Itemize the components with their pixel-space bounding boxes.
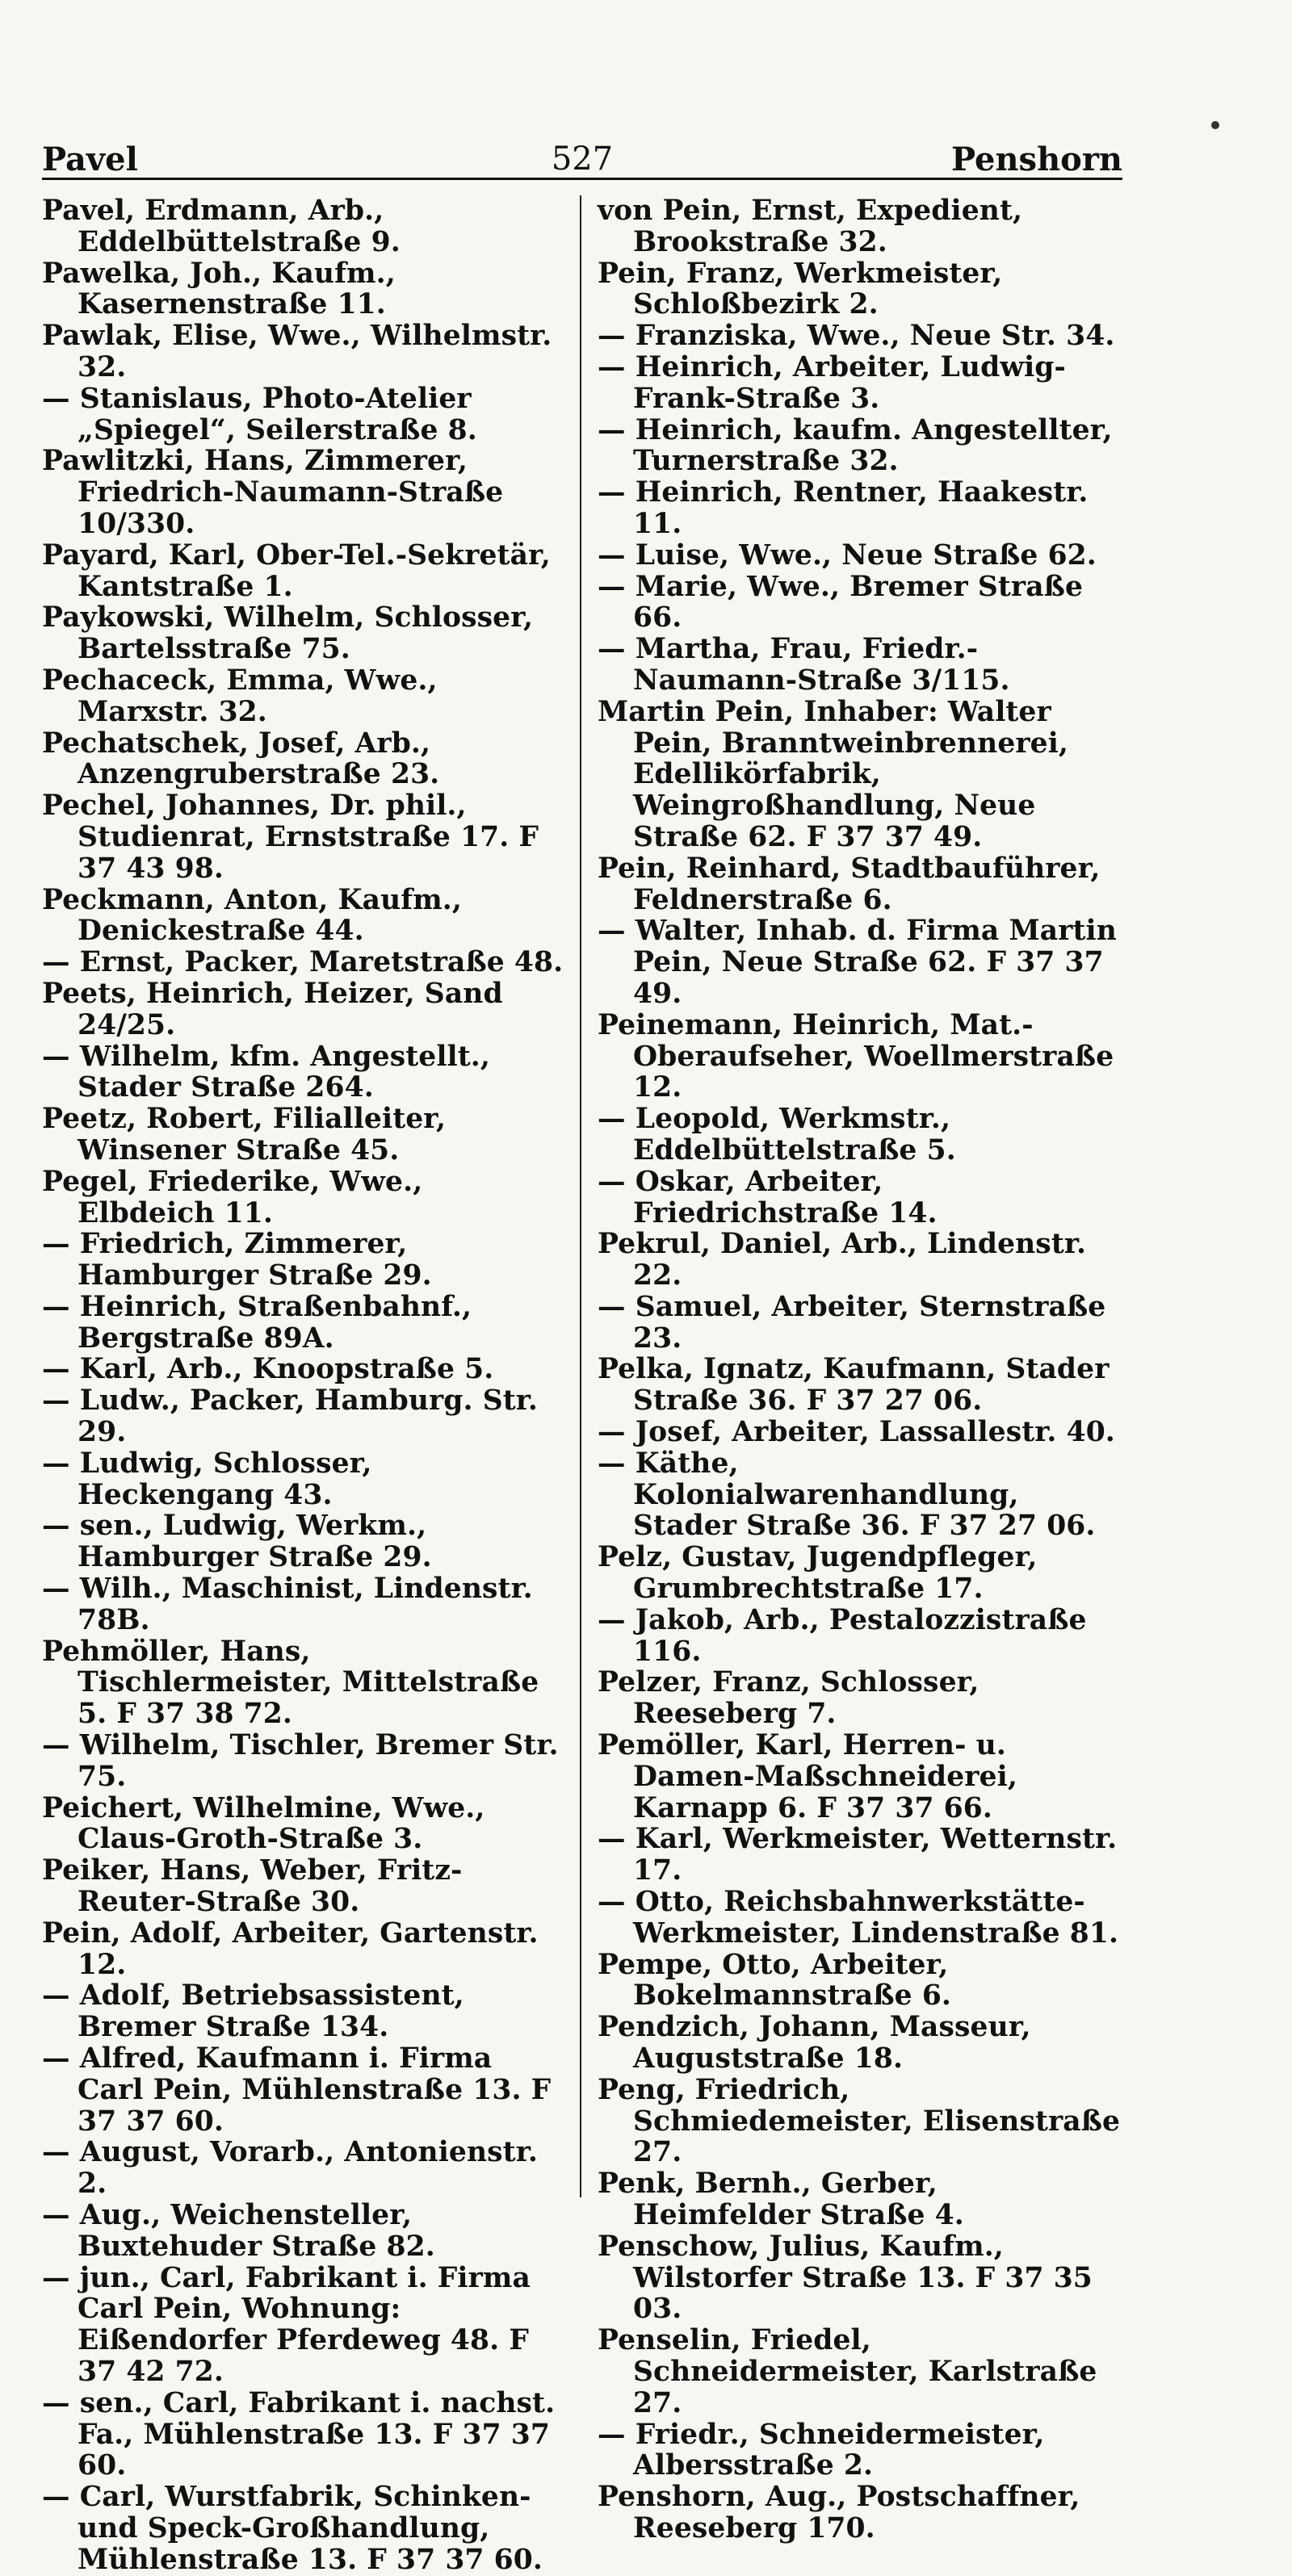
directory-entry: — Martha, Frau, Friedr.-Naumann-Straße 3/115. [598, 633, 1010, 697]
directory-entry: Pekrul, Daniel, Arb., Lindenstr. 22. [598, 1228, 1087, 1292]
directory-entry: — Aug., Weichensteller, Buxtehuder Straße 82. [42, 2199, 435, 2263]
directory-entry: Peichert, Wilhelmine, Wwe., Claus-Groth-Straße 3. [42, 1791, 485, 1856]
directory-entry: von Pein, Ernst, Expedient, Brookstraße 32. [598, 195, 1023, 258]
directory-entry: — jun., Carl, Fabrikant i. Firma Carl Pein, Wohnung: Eißendorfer Pferdeweg 48. F 37 42 72. [42, 2261, 531, 2388]
directory-entry: — Wilhelm, Tischler, Bremer Str. 75. [42, 1729, 559, 1793]
directory-entry: Pelz, Gustav, Jugendpfleger, Grumbrechtstraße 17. [598, 1541, 1038, 1606]
directory-entry: Peinemann, Heinrich, Mat.-Oberaufseher, Woellmerstraße 12. [598, 1008, 1114, 1104]
directory-entry: Penshorn, Aug., Postschaffner, Reeseberg 170. [598, 2481, 1080, 2545]
directory-entry: — Heinrich, Rentner, Haakestr. 11. [598, 476, 1089, 540]
directory-entry: — Heinrich, Straßenbahnf., Bergstraße 89A. [42, 1290, 472, 1355]
directory-entry: Pein, Reinhard, Stadtbauführer, Feldnerstraße 6. [598, 852, 1101, 916]
directory-entry: — Walter, Inhab. d. Firma Martin Pein, Neue Straße 62. F 37 37 49. [598, 915, 1117, 1010]
directory-entry: Peng, Friedrich, Schmiedemeister, Elisenstraße 27. [598, 2073, 1121, 2169]
directory-entry: — Käthe, Kolonialwarenhandlung, Stader Straße 36. F 37 27 06. [598, 1447, 1096, 1543]
directory-entry: — Alfred, Kaufmann i. Firma Carl Pein, Mühlenstraße 13. F 37 37 60. [42, 2042, 552, 2138]
directory-entry: Peckmann, Anton, Kaufm., Denickestraße 44. [42, 883, 463, 948]
directory-entry: — Ernst, Packer, Maretstraße 48. [42, 946, 564, 979]
page-header [42, 136, 1122, 180]
directory-entry: Pawlitzki, Hans, Zimmerer, Friedrich-Naumann-Straße 10/330. [42, 445, 504, 540]
directory-entry: — Jakob, Arb., Pestalozzistraße 116. [598, 1603, 1087, 1668]
directory-entry: Pemöller, Karl, Herren- u. Damen-Maßschneiderei, Karnapp 6. F 37 37 66. [598, 1729, 1017, 1824]
directory-entry: Pawlak, Elise, Wwe., Wilhelmstr. 32. [42, 320, 552, 383]
directory-entry: — sen., Ludwig, Werkm., Hamburger Straße 29. [42, 1510, 432, 1574]
directory-entry: Pein, Adolf, Arbeiter, Gartenstr. 12. [42, 1916, 539, 1981]
header-last-name: Penshorn [951, 140, 1122, 178]
directory-entry: — Josef, Arbeiter, Lassallestr. 40. [598, 1416, 1115, 1449]
directory-entry: — Karl, Werkmeister, Wetternstr. 17. [598, 1823, 1118, 1887]
directory-entry: — Ludw., Packer, Hamburg. Str. 29. [42, 1384, 539, 1449]
directory-entry: — Ludwig, Schlosser, Heckengang 43. [42, 1447, 372, 1511]
directory-entry: — Marie, Wwe., Bremer Straße 66. [598, 570, 1084, 635]
directory-entry: — Franziska, Wwe., Neue Str. 34. [598, 320, 1115, 353]
directory-entry: — Friedr., Schneidermeister, Albersstraße 2. [598, 2418, 1045, 2482]
directory-entry: Paykowski, Wilhelm, Schlosser, Bartelsstraße 75. [42, 601, 534, 666]
directory-entry: Peiker, Hans, Weber, Fritz-Reuter-Straße 30. [42, 1854, 463, 1919]
directory-entry: Pechel, Johannes, Dr. phil., Studienrat, Ernststraße 17. F 37 43 98. [42, 790, 539, 885]
ink-dot [1211, 121, 1219, 129]
right-column [598, 195, 1122, 2545]
directory-entry: Pehmöller, Hans, Tischlermeister, Mittelstraße 5. F 37 38 72. [42, 1635, 539, 1731]
directory-entry: Peetz, Robert, Filialleiter, Winsener Straße 45. [42, 1103, 447, 1167]
directory-entry: — Luise, Wwe., Neue Straße 62. [598, 538, 1097, 572]
directory-entry: Pelka, Ignatz, Kaufmann, Stader Straße 36. F 37 27 06. [598, 1353, 1110, 1418]
directory-entry: — Otto, Reichsbahnwerkstätte-Werkmeister, Lindenstraße 81. [598, 1886, 1119, 1950]
directory-entry: Pechaceck, Emma, Wwe., Marxstr. 32. [42, 664, 438, 728]
directory-entry: — Heinrich, Arbeiter, Ludwig-Frank-Straße 3. [598, 350, 1066, 415]
directory-entry: Pelzer, Franz, Schlosser, Reeseberg 7. [598, 1666, 979, 1731]
directory-entry: — sen., Carl, Fabrikant i. nachst. Fa., Mühlenstraße 13. F 37 37 60. [42, 2386, 556, 2482]
directory-entry: Payard, Karl, Ober-Tel.-Sekretär, Kantstraße 1. [42, 538, 551, 603]
directory-entry: Peets, Heinrich, Heizer, Sand 24/25. [42, 977, 503, 1041]
left-column [42, 195, 567, 2576]
directory-entry: Penschow, Julius, Kaufm., Wilstorfer Straße 13. F 37 35 03. [598, 2230, 1093, 2326]
directory-entry: — Stanislaus, Photo-Atelier „Spiegel“, Seilerstraße 8. [42, 382, 477, 446]
directory-entry: Pechatschek, Josef, Arb., Anzengruberstraße 23. [42, 727, 440, 791]
directory-entry: Penk, Bernh., Gerber, Heimfelder Straße 4. [598, 2168, 964, 2231]
directory-entry: — Oskar, Arbeiter, Friedrichstraße 14. [598, 1165, 938, 1229]
directory-entry: — Carl, Wurstfabrik, Schinken- und Speck-Großhandlung, Mühlenstraße 13. F 37 37 60. [42, 2481, 543, 2576]
directory-entry: — August, Vorarb., Antonienstr. 2. [42, 2136, 538, 2201]
directory-entry: Pawelka, Joh., Kaufm., Kasernenstraße 11. [42, 257, 396, 321]
directory-entry: — Samuel, Arbeiter, Sternstraße 23. [598, 1290, 1106, 1355]
directory-entry: — Karl, Arb., Knoopstraße 5. [42, 1353, 494, 1386]
directory-entry: Pegel, Friederike, Wwe., Elbdeich 11. [42, 1165, 423, 1229]
directory-entry: — Wilh., Maschinist, Lindenstr. 78B. [42, 1573, 533, 1636]
directory-entry: — Wilhelm, kfm. Angestellt., Stader Straße 264. [42, 1040, 491, 1104]
directory-entry: — Leopold, Werkmstr., Eddelbüttelstraße 5. [598, 1103, 956, 1167]
directory-entry: Pempe, Otto, Arbeiter, Bokelmannstraße 6. [598, 1948, 952, 2013]
directory-entry: — Friedrich, Zimmerer, Hamburger Straße 29. [42, 1228, 432, 1292]
directory-entry: Pendzich, Johann, Masseur, Auguststraße 18. [598, 2011, 1031, 2075]
column-divider [580, 195, 581, 2197]
directory-entry: Pein, Franz, Werkmeister, Schloßbezirk 2. [598, 257, 1003, 321]
directory-entry: Martin Pein, Inhaber: Walter Pein, Branntweinbrennerei, Edellikörfabrik, Weingroßhandlung, Neue Straße 62. F 37 37 49. [598, 695, 1069, 853]
page-number: 527 [551, 140, 614, 178]
directory-entry: — Heinrich, kaufm. Angestellter, Turnerstraße 32. [598, 413, 1113, 478]
header-first-name: Pavel [42, 140, 138, 178]
directory-entry: Pavel, Erdmann, Arb., Eddelbüttelstraße 9. [42, 195, 401, 258]
directory-entry: Penselin, Friedel, Schneidermeister, Karlstraße 27. [598, 2324, 1097, 2419]
directory-entry: — Adolf, Betriebsassistent, Bremer Straße 134. [42, 1979, 464, 2044]
